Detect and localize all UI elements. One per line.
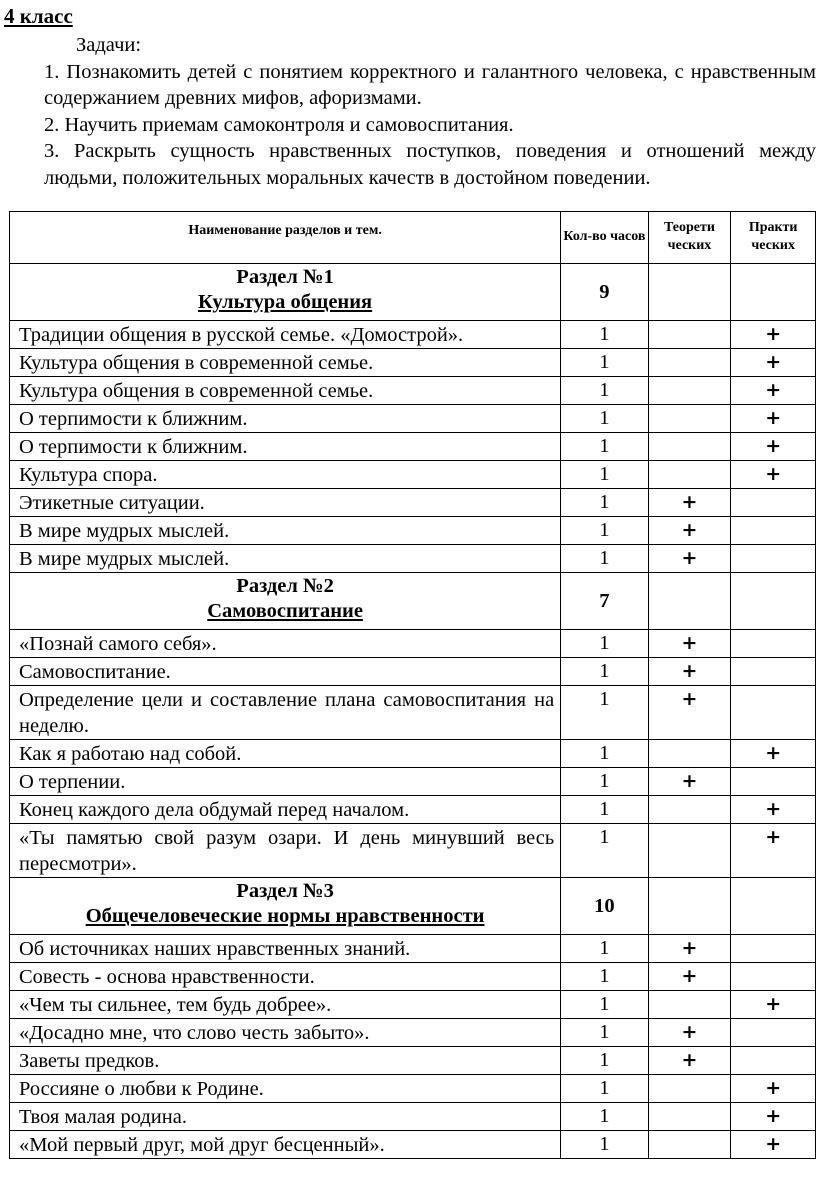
theory-mark: + [648, 1047, 731, 1075]
topic-name: Культура общения в современной семье. [10, 349, 561, 377]
table-row [10, 824, 816, 878]
grade-heading: 4 класс [4, 4, 73, 28]
topic-hours: 1 [561, 740, 648, 768]
topic-name: Россияне о любви к Родине. [10, 1075, 561, 1103]
topic-hours: 1 [561, 1075, 648, 1103]
topic-name: Конец каждого дела обдумай перед началом. [10, 796, 561, 824]
topic-hours: 1 [561, 349, 648, 377]
theory-mark [648, 461, 731, 489]
section-hours: 9 [561, 264, 648, 321]
practice-mark: + [731, 349, 816, 377]
topic-hours: 1 [561, 1047, 648, 1075]
practice-mark [731, 935, 816, 963]
practice-mark: + [731, 433, 816, 461]
topic-name: Самовоспитание. [10, 658, 561, 686]
section-row [10, 878, 816, 935]
topic-hours: 1 [561, 433, 648, 461]
practice-mark: + [731, 1103, 816, 1131]
theory-mark [648, 349, 731, 377]
table-row [10, 377, 816, 405]
header-practice: Практи ческих [731, 212, 816, 264]
theory-mark [648, 433, 731, 461]
practice-mark: + [731, 461, 816, 489]
theory-mark [648, 1103, 731, 1131]
practice-mark: + [731, 321, 816, 349]
topic-name: Твоя малая родина. [10, 1103, 561, 1131]
table-row [10, 349, 816, 377]
section-theory-empty [648, 264, 731, 321]
section-practice-empty [731, 573, 816, 630]
topic-name: Традиции общения в русской семье. «Домострой». [10, 321, 561, 349]
topic-name: «Мой первый друг, мой друг бесценный». [10, 1131, 561, 1159]
section-title-cell [10, 878, 561, 935]
topic-hours: 1 [561, 796, 648, 824]
table-row [10, 1047, 816, 1075]
table-header-row [10, 212, 816, 264]
theory-mark [648, 1131, 731, 1159]
theory-mark: + [648, 630, 731, 658]
practice-mark [731, 1047, 816, 1075]
theory-mark: + [648, 517, 731, 545]
section-title: Самовоспитание [207, 600, 363, 622]
table-row [10, 686, 816, 740]
topic-hours: 1 [561, 377, 648, 405]
topic-hours: 1 [561, 963, 648, 991]
task-item-3: 3. Раскрыть сущность нравственных поступков, поведения и отношений между людьми, положительных моральных качеств в достойном поведении. [44, 140, 816, 189]
practice-mark [731, 658, 816, 686]
table-row [10, 935, 816, 963]
section-practice-empty [731, 878, 816, 935]
topic-name: Культура общения в современной семье. [10, 377, 561, 405]
practice-mark [731, 489, 816, 517]
table-row [10, 768, 816, 796]
theory-mark: + [648, 1019, 731, 1047]
theory-mark: + [648, 686, 731, 740]
topic-name: «Познай самого себя». [10, 630, 561, 658]
section-label: Раздел №1 [236, 266, 334, 288]
theory-mark: + [648, 658, 731, 686]
table-row [10, 1131, 816, 1159]
table-row [10, 740, 816, 768]
table-row [10, 545, 816, 573]
theory-mark [648, 824, 731, 878]
topic-name: «Ты памятью свой разум озари. И день минувший весь пересмотри». [10, 824, 561, 878]
theory-mark: + [648, 489, 731, 517]
practice-mark [731, 963, 816, 991]
header-theory: Теорети ческих [648, 212, 731, 264]
section-label: Раздел №2 [236, 575, 334, 597]
practice-mark: + [731, 405, 816, 433]
practice-mark [731, 517, 816, 545]
topic-name: О терпимости к ближним. [10, 405, 561, 433]
topic-hours: 1 [561, 461, 648, 489]
practice-mark: + [731, 796, 816, 824]
theory-mark [648, 740, 731, 768]
topic-name: Культура спора. [10, 461, 561, 489]
topic-hours: 1 [561, 1019, 648, 1047]
practice-mark [731, 545, 816, 573]
topic-name: «Досадно мне, что слово честь забыто». [10, 1019, 561, 1047]
theory-mark: + [648, 935, 731, 963]
section-title-cell [10, 573, 561, 630]
topic-name: «Чем ты сильнее, тем будь добрее». [10, 991, 561, 1019]
topic-name: В мире мудрых мыслей. [10, 517, 561, 545]
theory-mark [648, 796, 731, 824]
practice-mark: + [731, 740, 816, 768]
practice-mark: + [731, 991, 816, 1019]
table-row [10, 489, 816, 517]
table-row [10, 1103, 816, 1131]
theory-mark: + [648, 545, 731, 573]
section-theory-empty [648, 573, 731, 630]
table-row [10, 658, 816, 686]
theory-mark [648, 1075, 731, 1103]
table-row [10, 1019, 816, 1047]
topic-hours: 1 [561, 824, 648, 878]
topic-hours: 1 [561, 935, 648, 963]
practice-mark [731, 768, 816, 796]
practice-mark: + [731, 1075, 816, 1103]
topic-hours: 1 [561, 517, 648, 545]
theory-mark [648, 377, 731, 405]
theory-mark: + [648, 768, 731, 796]
table-row [10, 963, 816, 991]
topic-name: О терпимости к ближним. [10, 433, 561, 461]
section-row [10, 573, 816, 630]
practice-mark [731, 630, 816, 658]
topic-name: Заветы предков. [10, 1047, 561, 1075]
tasks-block [44, 32, 816, 191]
section-label: Раздел №3 [236, 880, 334, 902]
practice-mark: + [731, 1131, 816, 1159]
table-row [10, 433, 816, 461]
table-row [10, 630, 816, 658]
practice-mark: + [731, 824, 816, 878]
practice-mark [731, 1019, 816, 1047]
topic-name: О терпении. [10, 768, 561, 796]
topic-hours: 1 [561, 545, 648, 573]
table-row [10, 796, 816, 824]
table-row [10, 1075, 816, 1103]
table-row [10, 991, 816, 1019]
topic-hours: 1 [561, 686, 648, 740]
task-item-2: 2. Научить приемам самоконтроля и самовоспитания. [44, 113, 514, 136]
section-hours: 10 [561, 878, 648, 935]
topic-hours: 1 [561, 768, 648, 796]
theory-mark [648, 321, 731, 349]
topic-hours: 1 [561, 991, 648, 1019]
topic-name: Совесть - основа нравственности. [10, 963, 561, 991]
topic-hours: 1 [561, 658, 648, 686]
practice-mark: + [731, 377, 816, 405]
section-row [10, 264, 816, 321]
theory-mark [648, 405, 731, 433]
section-practice-empty [731, 264, 816, 321]
task-item-1: 1. Познакомить детей с понятием корректного и галантного человека, с нравственным содержанием древних мифов, афоризмами. [44, 60, 816, 109]
topic-name: Определение цели и составление плана самовоспитания на неделю. [10, 686, 561, 740]
section-hours: 7 [561, 573, 648, 630]
topic-name: В мире мудрых мыслей. [10, 545, 561, 573]
topic-hours: 1 [561, 1131, 648, 1159]
header-hours: Кол-во часов [561, 212, 648, 264]
theory-mark: + [648, 963, 731, 991]
topic-name: Об источниках наших нравственных знаний. [10, 935, 561, 963]
table-row [10, 321, 816, 349]
table-row [10, 461, 816, 489]
practice-mark [731, 686, 816, 740]
topic-hours: 1 [561, 405, 648, 433]
table-body [10, 264, 816, 1159]
topic-hours: 1 [561, 1103, 648, 1131]
header-name: Наименование разделов и тем. [10, 212, 561, 264]
table-row [10, 517, 816, 545]
topic-name: Этикетные ситуации. [10, 489, 561, 517]
tasks-intro: Задачи: [76, 34, 142, 56]
table-row [10, 405, 816, 433]
section-title: Культура общения [198, 291, 373, 313]
theory-mark [648, 991, 731, 1019]
topic-hours: 1 [561, 630, 648, 658]
topic-hours: 1 [561, 321, 648, 349]
topic-hours: 1 [561, 489, 648, 517]
curriculum-table [9, 211, 816, 1159]
topic-name: Как я работаю над собой. [10, 740, 561, 768]
section-theory-empty [648, 878, 731, 935]
section-title: Общечеловеческие нормы нравственности [85, 905, 485, 927]
section-title-cell [10, 264, 561, 321]
